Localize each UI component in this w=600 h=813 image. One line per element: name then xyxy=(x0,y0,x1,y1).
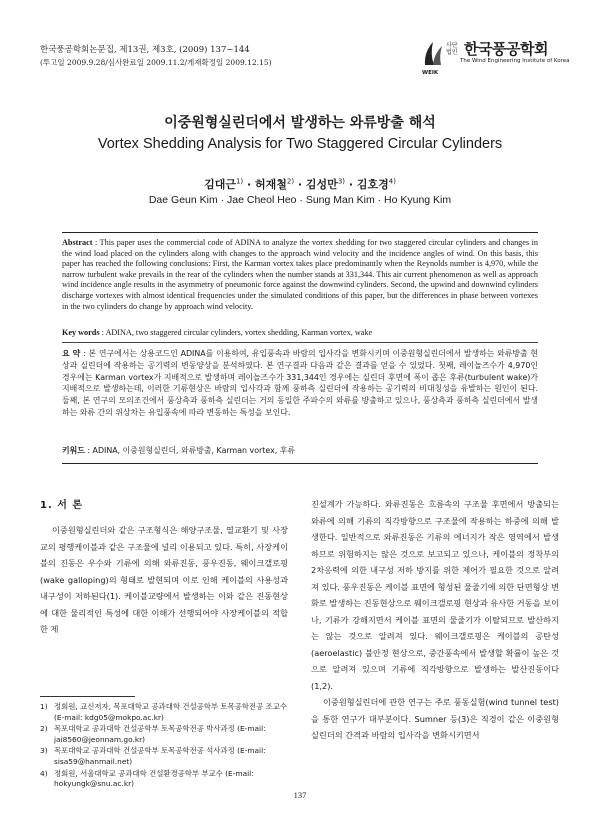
keywords-label: Key words xyxy=(62,328,100,337)
keywords-korean xyxy=(62,446,538,456)
author-name: 허재철 xyxy=(255,178,287,191)
abstract-label: Abstract xyxy=(62,238,93,247)
keywords-korean-body: : ADINA, 이중원형실린더, 와류방출, Karman vortex, 후류 xyxy=(84,446,296,455)
footnote xyxy=(40,769,290,790)
footnote-text: 정회원, 교신저자, 목포대학교 공과대학 건설공학부 토목공학전공 조교수 (E-mail: kdg05@mokpo.ac.kr) xyxy=(54,702,287,722)
body-paragraph: 이중원형실린더에 관한 연구는 주로 풍동실험(wind tunnel test)을 통한 연구가 대부분이다. Sumner 등(3)은 직경이 같은 이중원형실린더의 간격과 바람의 입사각을 변화시키면서 xyxy=(311,697,559,740)
journal-citation: 한국풍공학회논문집, 제13권, 제3호, (2009) 137~144 xyxy=(40,45,250,55)
journal-header xyxy=(40,44,400,68)
wind-logo-icon xyxy=(422,38,444,68)
footnote-rule xyxy=(40,696,135,697)
footnotes xyxy=(40,702,290,791)
author-separator: · xyxy=(294,178,306,191)
body-paragraph: 이중원형실린더와 같은 구조형식은 해양구조물, 열교환기 및 사장교의 평행케이블과 같은 구조물에 널리 이용되고 있다. 특히, 사장케이블의 진동은 우수와 기류에 의해 와류진동, 풍우진동, 웨이크갤로핑(wake galloping)의 형태로 발현되며 이로 인해 케이블의 사용성과 내구성이 저하된다(1). 케이블교량에서 발생하는 이와 같은 진동현상에 대한 물리적인 특성에 대한 이해가 선행되어야 사장케이블의 적합한 제 xyxy=(40,525,288,634)
submission-dates: (투고일 2009.9.28/심사완료일 2009.11.2/게재확정일 2009.12.15) xyxy=(40,58,272,67)
summary-korean xyxy=(62,348,538,419)
body-paragraph: 진설계가 가능하다. 와류진동은 흐름속의 구조물 후면에서 방출되는 와류에 의해 기류의 직각방향으로 구조물에 작용하는 하중에 의해 발생한다. 일반적으로 와류진동은 기류의 에너지가 작은 영역에서 발생하므로 위험하지는 않은 것으로 보고되고 있으나, 케이블의 정착부의 2차응력에 의한 내구성 저하 방지를 위한 제어가 필요한 것으로 알려져 있다. 풍우진동은 케이블 표면에 형성된 물줄기에 의한 단면형상 변화로 발생하는 진동현상으로 웨이크갤로핑 현상과 유사한 거동을 보이나, 기류가 강해지면서 케이블 표면의 물줄기가 이탈되므로 발산하지는 않는 것으로 알려져 있다. 웨이크갤로핑은 케이블의 공탄성(aeroelastic) 불안정 현상으로, 중간풍속에서 발생할 확률이 높은 것으로 알려져 있으며 기류에 직각방향으로 발생하는 발산진동이다(1,2). xyxy=(311,499,559,691)
author-affiliation-mark: 3) xyxy=(337,177,345,186)
author-affiliation-mark: 1) xyxy=(235,177,244,186)
keywords-korean-label: 키워드 xyxy=(62,446,85,455)
footnote xyxy=(40,746,290,767)
title-english: Vortex Shedding Analysis for Two Staggered Circular Cylinders xyxy=(97,136,503,152)
left-column xyxy=(40,496,288,638)
summary-label: 요 약 xyxy=(62,349,81,358)
keywords-body: : ADINA, two staggered circular cylinders, vortex shedding, Karman vortex, wake xyxy=(99,328,373,337)
abstract-bottom-rule xyxy=(62,463,538,464)
footnote-number: 3) xyxy=(40,746,48,756)
footnote-number: 1) xyxy=(40,702,48,711)
footnote-number: 4) xyxy=(40,768,48,778)
footnote xyxy=(40,724,290,745)
page-number: 137 xyxy=(293,790,307,800)
footnote-number: 2) xyxy=(40,724,48,734)
author-name: 김호경 xyxy=(356,178,389,191)
society-small-label: 사단법인 xyxy=(446,42,458,56)
section-heading: 1. 서 론 xyxy=(40,500,84,511)
author-name: 김대근 xyxy=(204,178,236,191)
society-logo xyxy=(422,36,572,80)
summary-body: : 본 연구에서는 상용코드인 ADINA를 이용하여, 유입풍속과 바람의 입사각을 변화시키며 이중원형실린더에서 발생하는 와류방출 현상과 실린더에 작용하는 공기력의 변동양상을 분석하였다. 본 연구결과 다음과 같은 결과를 얻을 수 있었다. 첫째, 레이놀즈수가 4,970인 경우에는 Karman vortex가 지배적으로 발생하며 레이놀즈수가 331,344인 경우에는 실린더 후면에 폭이 좁은 후류(turbulent wake)가 지배적으로 발생하는데, 이러한 기류현상은 바람의 입사각과 함께 풍하측 실린더에 작용하는 공기력의 비대칭성을 유발하는 원인이 된다. 둘째, 본 연구의 모의조건에서 풍상측과 풍하측 실린더는 거의 동일한 주파수의 와류를 방출하고 있으나, 풍상측과 풍하측 실린더에서 발생하는 와류 간의 위상차는 유입풍속에 따라 변동하는 특성을 보인다. xyxy=(62,349,538,417)
footnote-text: 목포대학교 공과대학 건설공학부 토목공학전공 석사과정 (E-mail: sisa59@hanmail.net) xyxy=(54,746,266,766)
author-affiliation-mark: 2) xyxy=(286,177,295,186)
authors-english: Dae Geun Kim · Jae Cheol Heo · Sung Man Kim · Ho Kyung Kim xyxy=(148,194,452,206)
abstract-box xyxy=(62,232,538,464)
right-column xyxy=(311,496,559,744)
author-separator: · xyxy=(345,178,357,191)
author-affiliation-mark: 4) xyxy=(388,177,396,186)
author-name: 김성만 xyxy=(305,178,338,191)
footnote-text: 정회원, 서울대학교 공과대학 건설환경공학부 부교수 (E-mail: hokyungk@snu.ac.kr) xyxy=(54,768,254,789)
abstract-top-rule xyxy=(62,232,538,233)
abstract xyxy=(62,238,538,312)
authors-korean xyxy=(0,176,600,192)
abstract-body: : This paper uses the commercial code of ADINA to analyze the vortex shedding for two staggered circular cylinders and changes in the wind load placed on the cylinders along with changes to the approach wind velocity and the incidence angles of wind. On this basis, this paper has reached the following conclusions: First, the Karman vortex takes place predominantly when the Reynolds number is 4,970, while the narrow turbulent wake prevails in the rear of the cylinders when the number stands at 331,344. This air current phenomenon as well as approach wind incidence angle results in the asymmetry of pneumonic force against the downwind cylinders. Second, the upwind and downwind cylinders discharge vortexes with almost identical frequencies under the simulated conditions of this paper, but the differences in phase between vortexes in the two cylinders do change by approach wind velocity. xyxy=(62,238,538,311)
keywords xyxy=(62,328,538,338)
society-abbr: WEIK xyxy=(422,70,439,76)
footnote-text: 목포대학교 공과대학 건설공학부 토목공학전공 박사과정 (E-mail: jai8560@jeonnam.go.kr) xyxy=(54,724,266,744)
footnote xyxy=(40,702,290,723)
abstract-divider xyxy=(62,342,538,343)
title-korean: 이중원형실린더에서 발생하는 와류방출 해석 xyxy=(164,115,436,131)
society-name-en: The Wind Engineering Institute of Korea xyxy=(460,58,570,64)
author-separator: · xyxy=(243,178,255,191)
society-name-ko: 한국풍공학회 xyxy=(464,40,548,58)
